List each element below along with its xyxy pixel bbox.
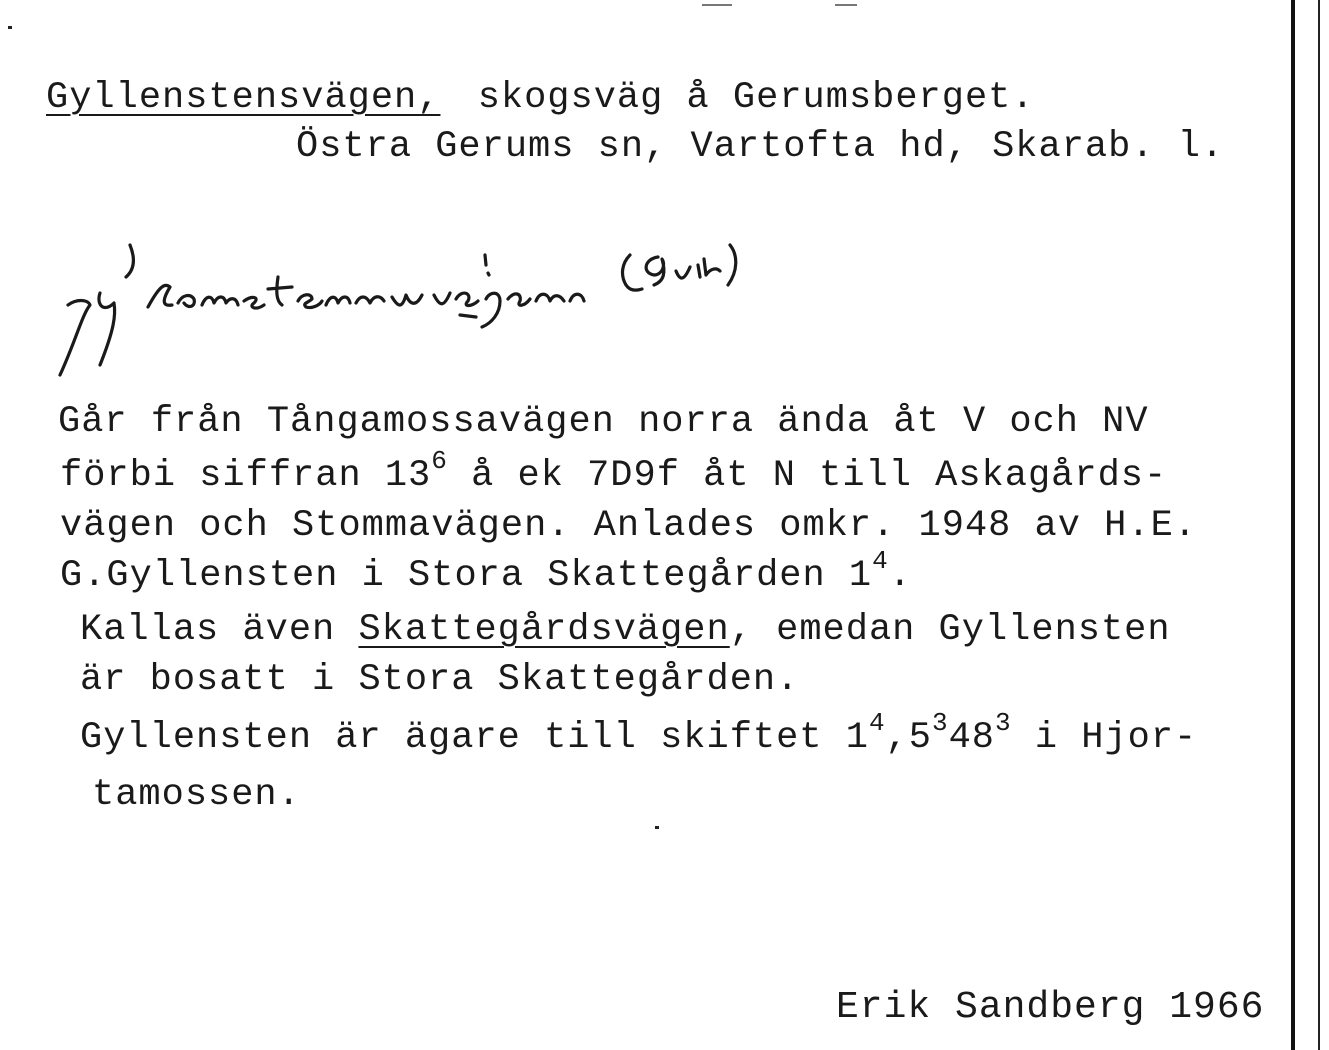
body-line-6: är bosatt i Stora Skattegården. [80, 659, 800, 701]
superscript-7-2: 3 [931, 707, 949, 738]
scan-speck [835, 4, 857, 6]
body-line-3: vägen och Stommavägen. Anlades omkr. 1948 av H.E. [60, 505, 1197, 547]
body-line-7-b: ,5 [885, 717, 932, 759]
body-line-8: tamossen. [92, 774, 301, 816]
street-description: skogsväg å Gerumsberget. [477, 77, 1035, 119]
body-line-7-c: 4 [948, 717, 972, 759]
street-name: Gyllenstensvägen, [46, 77, 441, 119]
superscript-7-1: 4 [868, 707, 886, 738]
alt-street-name: Skattegårdsvägen [358, 609, 730, 651]
body-line-7-d: 8 [971, 717, 996, 759]
scan-speck [8, 26, 12, 29]
handwriting-drawing [30, 215, 1030, 385]
signature: Erik Sandberg 1966 [836, 986, 1265, 1029]
body-line-1: Går från Tångamossavägen norra ända åt V och NV [58, 401, 1149, 443]
body-line-4-a: G.Gyllensten i Stora Skattegården 1 [60, 555, 873, 597]
body-line-7 [80, 707, 1198, 759]
superscript-6: 6 [431, 445, 448, 476]
location-line: Östra Gerums sn, Vartofta hd, Skarab. l. [296, 126, 1225, 168]
scan-speck [702, 4, 732, 6]
body-line-7-a: Gyllensten är ägare till skiftet 1 [80, 717, 869, 759]
superscript-7-3: 3 [995, 707, 1012, 738]
body-line-2 [60, 445, 1168, 497]
body-line-7-e: i Hjor- [1011, 717, 1198, 759]
body-line-4-b: . [888, 555, 912, 597]
card-right-edge-thin [1318, 0, 1320, 1050]
body-line-2-b: å ek 7D9f åt N till Askagårds- [447, 455, 1168, 497]
body-line-4 [60, 545, 912, 597]
card-right-edge [1291, 0, 1295, 1050]
scan-speck [655, 826, 659, 829]
body-line-5-b: , emedan Gyllensten [729, 609, 1171, 651]
handwritten-pronunciation [30, 215, 1030, 390]
body-line-5-a: Kallas även [80, 609, 359, 651]
header-line-1 [46, 78, 1035, 118]
body-line-5 [80, 610, 1171, 650]
body-line-2-a: förbi siffran 13 [60, 455, 432, 497]
superscript-4: 4 [872, 545, 889, 576]
